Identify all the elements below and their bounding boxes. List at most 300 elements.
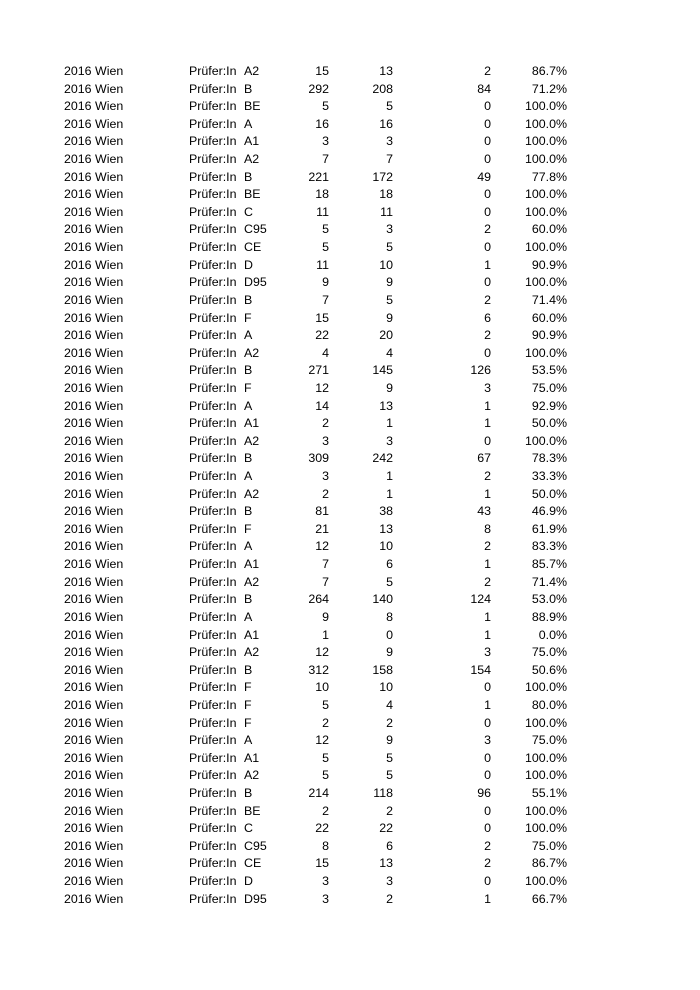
cell-pass-rate: 46.9% xyxy=(531,504,567,519)
cell-role: Prüfer:In xyxy=(189,645,237,660)
cell-license-class: CE xyxy=(244,240,262,255)
table-row xyxy=(0,503,700,521)
cell-passed: 5 xyxy=(386,99,393,114)
cell-role: Prüfer:In xyxy=(189,504,237,519)
cell-license-class: D xyxy=(244,257,253,272)
cell-year: 2016 Wien xyxy=(64,627,124,642)
cell-failed: 43 xyxy=(477,504,491,519)
cell-total: 5 xyxy=(322,697,329,712)
cell-passed: 4 xyxy=(386,345,393,360)
cell-passed: 2 xyxy=(386,891,393,906)
cell-role: Prüfer:In xyxy=(189,64,237,78)
table-row xyxy=(0,433,700,451)
cell-role: Prüfer:In xyxy=(189,187,237,202)
cell-passed: 9 xyxy=(386,645,393,660)
cell-passed: 2 xyxy=(386,803,393,818)
cell-total: 3 xyxy=(322,433,329,448)
table-row xyxy=(0,785,700,803)
cell-year: 2016 Wien xyxy=(64,733,124,748)
cell-role: Prüfer:In xyxy=(189,486,237,501)
cell-license-class: A2 xyxy=(244,433,260,448)
cell-failed: 1 xyxy=(484,416,491,431)
cell-failed: 154 xyxy=(470,662,491,677)
cell-year: 2016 Wien xyxy=(64,451,124,466)
cell-failed: 3 xyxy=(484,645,491,660)
cell-failed: 0 xyxy=(484,768,491,783)
cell-year: 2016 Wien xyxy=(64,275,124,290)
table-row xyxy=(0,345,700,363)
cell-total: 22 xyxy=(315,328,329,343)
cell-year: 2016 Wien xyxy=(64,768,124,783)
cell-license-class: A xyxy=(244,116,253,131)
table-row xyxy=(0,362,700,380)
cell-license-class: A1 xyxy=(244,627,260,642)
cell-year: 2016 Wien xyxy=(64,416,124,431)
cell-passed: 3 xyxy=(386,874,393,889)
cell-pass-rate: 71.2% xyxy=(531,81,567,96)
table-row xyxy=(0,310,700,328)
cell-total: 8 xyxy=(322,838,329,853)
cell-license-class: B xyxy=(244,81,253,96)
cell-pass-rate: 75.0% xyxy=(531,838,567,853)
cell-role: Prüfer:In xyxy=(189,345,237,360)
cell-failed: 2 xyxy=(484,469,491,484)
cell-pass-rate: 100.0% xyxy=(524,187,567,202)
table-row xyxy=(0,873,700,891)
cell-year: 2016 Wien xyxy=(64,310,124,325)
cell-year: 2016 Wien xyxy=(64,64,124,78)
cell-passed: 2 xyxy=(386,715,393,730)
cell-year: 2016 Wien xyxy=(64,750,124,765)
cell-year: 2016 Wien xyxy=(64,557,124,572)
cell-passed: 4 xyxy=(386,697,393,712)
cell-year: 2016 Wien xyxy=(64,152,124,167)
table-row xyxy=(0,398,700,416)
cell-pass-rate: 100.0% xyxy=(524,345,567,360)
cell-passed: 118 xyxy=(373,785,393,800)
cell-passed: 3 xyxy=(386,222,393,237)
cell-pass-rate: 75.0% xyxy=(531,380,567,395)
cell-license-class: C xyxy=(244,204,253,219)
cell-year: 2016 Wien xyxy=(64,469,124,484)
cell-role: Prüfer:In xyxy=(189,539,237,554)
cell-total: 5 xyxy=(322,750,329,765)
cell-total: 15 xyxy=(315,310,329,325)
cell-passed: 5 xyxy=(386,574,393,589)
cell-role: Prüfer:In xyxy=(189,416,237,431)
table-row xyxy=(0,169,700,187)
cell-license-class: D95 xyxy=(244,275,267,290)
cell-license-class: D95 xyxy=(244,891,267,906)
cell-passed: 8 xyxy=(386,609,393,624)
cell-failed: 1 xyxy=(484,557,491,572)
cell-total: 14 xyxy=(315,398,329,413)
table-row xyxy=(0,221,700,239)
table-row xyxy=(0,715,700,733)
cell-year: 2016 Wien xyxy=(64,592,124,607)
cell-passed: 172 xyxy=(372,169,393,184)
cell-passed: 145 xyxy=(372,363,393,378)
table-row xyxy=(0,415,700,433)
cell-failed: 0 xyxy=(484,187,491,202)
cell-failed: 1 xyxy=(484,398,491,413)
cell-failed: 0 xyxy=(484,715,491,730)
cell-total: 9 xyxy=(322,275,329,290)
cell-pass-rate: 92.9% xyxy=(531,398,567,413)
cell-role: Prüfer:In xyxy=(189,81,237,96)
cell-failed: 2 xyxy=(484,539,491,554)
cell-role: Prüfer:In xyxy=(189,715,237,730)
table-row xyxy=(0,133,700,151)
cell-license-class: B xyxy=(244,504,253,519)
cell-total: 5 xyxy=(322,768,329,783)
table-row xyxy=(0,81,700,99)
cell-passed: 140 xyxy=(372,592,393,607)
cell-passed: 208 xyxy=(372,81,393,96)
cell-total: 3 xyxy=(322,134,329,149)
cell-failed: 1 xyxy=(484,891,491,906)
table-row xyxy=(0,327,700,345)
table-row xyxy=(0,591,700,609)
cell-failed: 0 xyxy=(484,116,491,131)
cell-pass-rate: 50.0% xyxy=(531,416,567,431)
cell-total: 309 xyxy=(308,451,329,466)
cell-failed: 0 xyxy=(484,134,491,149)
cell-role: Prüfer:In xyxy=(189,240,237,255)
cell-total: 15 xyxy=(315,64,329,78)
cell-total: 3 xyxy=(322,469,329,484)
cell-total: 22 xyxy=(315,821,329,836)
cell-failed: 126 xyxy=(470,363,491,378)
cell-license-class: A2 xyxy=(244,345,260,360)
cell-role: Prüfer:In xyxy=(189,821,237,836)
table-row xyxy=(0,803,700,821)
cell-year: 2016 Wien xyxy=(64,662,124,677)
cell-failed: 0 xyxy=(484,874,491,889)
cell-passed: 5 xyxy=(386,750,393,765)
table-row xyxy=(0,891,700,909)
cell-failed: 0 xyxy=(484,240,491,255)
cell-license-class: A2 xyxy=(244,486,260,501)
cell-total: 16 xyxy=(315,116,329,131)
cell-failed: 3 xyxy=(484,733,491,748)
cell-role: Prüfer:In xyxy=(189,99,237,114)
cell-failed: 0 xyxy=(484,345,491,360)
cell-passed: 1 xyxy=(386,469,393,484)
cell-total: 221 xyxy=(308,169,329,184)
table-row xyxy=(0,767,700,785)
cell-license-class: CE xyxy=(244,856,262,871)
cell-role: Prüfer:In xyxy=(189,204,237,219)
cell-role: Prüfer:In xyxy=(189,134,237,149)
cell-passed: 20 xyxy=(379,328,393,343)
cell-pass-rate: 80.0% xyxy=(531,697,567,712)
cell-year: 2016 Wien xyxy=(64,81,124,96)
cell-role: Prüfer:In xyxy=(189,310,237,325)
table-row xyxy=(0,609,700,627)
cell-failed: 3 xyxy=(484,380,491,395)
cell-passed: 10 xyxy=(379,539,393,554)
cell-passed: 13 xyxy=(379,856,393,871)
cell-pass-rate: 90.9% xyxy=(531,257,567,272)
cell-role: Prüfer:In xyxy=(189,275,237,290)
table-row xyxy=(0,662,700,680)
cell-passed: 11 xyxy=(380,204,393,219)
table-row xyxy=(0,292,700,310)
cell-total: 7 xyxy=(322,152,329,167)
cell-role: Prüfer:In xyxy=(189,363,237,378)
cell-failed: 0 xyxy=(484,680,491,695)
cell-role: Prüfer:In xyxy=(189,891,237,906)
cell-total: 7 xyxy=(322,292,329,307)
cell-pass-rate: 86.7% xyxy=(531,856,567,871)
cell-license-class: D xyxy=(244,874,253,889)
cell-passed: 9 xyxy=(386,275,393,290)
cell-passed: 22 xyxy=(379,821,393,836)
cell-role: Prüfer:In xyxy=(189,328,237,343)
table-row xyxy=(0,855,700,873)
cell-passed: 16 xyxy=(379,116,393,131)
cell-year: 2016 Wien xyxy=(64,380,124,395)
cell-pass-rate: 53.0% xyxy=(531,592,567,607)
cell-failed: 8 xyxy=(484,521,491,536)
cell-total: 21 xyxy=(315,521,329,536)
cell-license-class: A1 xyxy=(244,557,260,572)
table-row xyxy=(0,521,700,539)
cell-role: Prüfer:In xyxy=(189,257,237,272)
cell-failed: 0 xyxy=(484,152,491,167)
cell-total: 7 xyxy=(322,557,329,572)
table-row xyxy=(0,538,700,556)
cell-license-class: F xyxy=(244,715,252,730)
cell-total: 312 xyxy=(308,662,329,677)
cell-pass-rate: 100.0% xyxy=(524,152,567,167)
cell-passed: 242 xyxy=(372,451,393,466)
cell-failed: 0 xyxy=(484,750,491,765)
cell-pass-rate: 100.0% xyxy=(524,99,567,114)
cell-year: 2016 Wien xyxy=(64,204,124,219)
cell-total: 1 xyxy=(322,627,329,642)
cell-pass-rate: 100.0% xyxy=(524,821,567,836)
cell-pass-rate: 66.7% xyxy=(531,891,567,906)
cell-failed: 1 xyxy=(484,609,491,624)
cell-role: Prüfer:In xyxy=(189,169,237,184)
cell-passed: 6 xyxy=(386,557,393,572)
cell-pass-rate: 75.0% xyxy=(531,733,567,748)
cell-year: 2016 Wien xyxy=(64,99,124,114)
cell-total: 7 xyxy=(322,574,329,589)
cell-passed: 5 xyxy=(386,768,393,783)
cell-year: 2016 Wien xyxy=(64,874,124,889)
cell-license-class: A xyxy=(244,398,253,413)
cell-pass-rate: 86.7% xyxy=(531,64,567,78)
cell-year: 2016 Wien xyxy=(64,645,124,660)
cell-pass-rate: 100.0% xyxy=(524,134,567,149)
cell-license-class: BE xyxy=(244,803,261,818)
cell-total: 271 xyxy=(308,363,329,378)
cell-failed: 0 xyxy=(484,433,491,448)
cell-year: 2016 Wien xyxy=(64,433,124,448)
cell-year: 2016 Wien xyxy=(64,574,124,589)
cell-role: Prüfer:In xyxy=(189,592,237,607)
cell-failed: 1 xyxy=(484,627,491,642)
cell-year: 2016 Wien xyxy=(64,187,124,202)
cell-passed: 38 xyxy=(379,504,393,519)
cell-license-class: A2 xyxy=(244,645,260,660)
cell-license-class: B xyxy=(244,363,253,378)
cell-role: Prüfer:In xyxy=(189,803,237,818)
cell-license-class: A2 xyxy=(244,574,260,589)
table-row xyxy=(0,838,700,856)
table-row xyxy=(0,450,700,468)
cell-failed: 0 xyxy=(484,204,491,219)
cell-pass-rate: 100.0% xyxy=(524,803,567,818)
cell-failed: 67 xyxy=(477,451,491,466)
cell-total: 5 xyxy=(322,99,329,114)
cell-pass-rate: 100.0% xyxy=(524,204,567,219)
cell-failed: 1 xyxy=(484,257,491,272)
table-row xyxy=(0,204,700,222)
cell-year: 2016 Wien xyxy=(64,292,124,307)
table-row xyxy=(0,486,700,504)
cell-license-class: A xyxy=(244,733,253,748)
cell-pass-rate: 90.9% xyxy=(531,328,567,343)
cell-passed: 13 xyxy=(379,521,393,536)
cell-license-class: B xyxy=(244,451,253,466)
table-row xyxy=(0,750,700,768)
cell-pass-rate: 0.0% xyxy=(538,627,567,642)
cell-pass-rate: 100.0% xyxy=(524,874,567,889)
table-row xyxy=(0,274,700,292)
cell-failed: 49 xyxy=(477,169,491,184)
cell-failed: 2 xyxy=(484,292,491,307)
cell-passed: 5 xyxy=(386,292,393,307)
cell-total: 3 xyxy=(322,891,329,906)
cell-pass-rate: 100.0% xyxy=(524,240,567,255)
cell-pass-rate: 85.7% xyxy=(531,557,567,572)
cell-license-class: F xyxy=(244,697,252,712)
cell-year: 2016 Wien xyxy=(64,715,124,730)
table-row xyxy=(0,574,700,592)
cell-role: Prüfer:In xyxy=(189,222,237,237)
cell-year: 2016 Wien xyxy=(64,838,124,853)
cell-total: 3 xyxy=(322,874,329,889)
cell-year: 2016 Wien xyxy=(64,134,124,149)
spreadsheet-table xyxy=(0,63,700,908)
cell-failed: 1 xyxy=(484,697,491,712)
table-row xyxy=(0,380,700,398)
cell-role: Prüfer:In xyxy=(189,380,237,395)
table-row xyxy=(0,63,700,81)
table-row xyxy=(0,627,700,645)
cell-pass-rate: 100.0% xyxy=(524,116,567,131)
table-row xyxy=(0,257,700,275)
cell-year: 2016 Wien xyxy=(64,504,124,519)
cell-year: 2016 Wien xyxy=(64,363,124,378)
cell-passed: 3 xyxy=(386,433,393,448)
cell-total: 214 xyxy=(308,785,329,800)
cell-license-class: C xyxy=(244,821,253,836)
cell-pass-rate: 100.0% xyxy=(524,715,567,730)
cell-passed: 6 xyxy=(386,838,393,853)
cell-license-class: A2 xyxy=(244,152,260,167)
table-row xyxy=(0,98,700,116)
cell-pass-rate: 83.3% xyxy=(531,539,567,554)
cell-failed: 0 xyxy=(484,275,491,290)
cell-pass-rate: 77.8% xyxy=(531,169,567,184)
cell-license-class: B xyxy=(244,292,253,307)
cell-license-class: F xyxy=(244,521,252,536)
cell-year: 2016 Wien xyxy=(64,803,124,818)
cell-license-class: B xyxy=(244,169,253,184)
cell-failed: 2 xyxy=(484,838,491,853)
cell-total: 2 xyxy=(322,416,329,431)
cell-role: Prüfer:In xyxy=(189,768,237,783)
cell-failed: 96 xyxy=(477,785,491,800)
cell-license-class: A1 xyxy=(244,750,260,765)
cell-total: 292 xyxy=(308,81,329,96)
cell-role: Prüfer:In xyxy=(189,750,237,765)
cell-total: 12 xyxy=(315,645,329,660)
cell-passed: 13 xyxy=(379,64,393,78)
cell-pass-rate: 50.6% xyxy=(531,662,567,677)
cell-passed: 9 xyxy=(386,310,393,325)
cell-total: 12 xyxy=(315,380,329,395)
cell-pass-rate: 53.5% xyxy=(531,363,567,378)
cell-total: 2 xyxy=(322,486,329,501)
table-row xyxy=(0,732,700,750)
cell-total: 12 xyxy=(315,733,329,748)
cell-role: Prüfer:In xyxy=(189,733,237,748)
cell-pass-rate: 61.9% xyxy=(531,521,567,536)
cell-license-class: A2 xyxy=(244,64,260,78)
cell-role: Prüfer:In xyxy=(189,469,237,484)
cell-license-class: A2 xyxy=(244,768,260,783)
cell-failed: 2 xyxy=(484,574,491,589)
cell-failed: 124 xyxy=(470,592,491,607)
table-row xyxy=(0,697,700,715)
cell-role: Prüfer:In xyxy=(189,574,237,589)
cell-total: 2 xyxy=(322,715,329,730)
cell-year: 2016 Wien xyxy=(64,240,124,255)
cell-role: Prüfer:In xyxy=(189,433,237,448)
table-row xyxy=(0,239,700,257)
cell-passed: 1 xyxy=(386,416,393,431)
cell-role: Prüfer:In xyxy=(189,856,237,871)
cell-year: 2016 Wien xyxy=(64,169,124,184)
cell-total: 10 xyxy=(315,680,329,695)
cell-failed: 2 xyxy=(484,328,491,343)
cell-pass-rate: 55.1% xyxy=(531,785,567,800)
cell-pass-rate: 100.0% xyxy=(524,768,567,783)
cell-year: 2016 Wien xyxy=(64,785,124,800)
cell-license-class: F xyxy=(244,380,252,395)
cell-total: 264 xyxy=(308,592,329,607)
cell-total: 4 xyxy=(322,345,329,360)
cell-pass-rate: 100.0% xyxy=(524,750,567,765)
cell-total: 9 xyxy=(322,609,329,624)
cell-pass-rate: 88.9% xyxy=(531,609,567,624)
cell-passed: 3 xyxy=(386,134,393,149)
cell-license-class: C95 xyxy=(244,222,267,237)
cell-year: 2016 Wien xyxy=(64,856,124,871)
cell-role: Prüfer:In xyxy=(189,609,237,624)
cell-passed: 1 xyxy=(386,486,393,501)
cell-total: 11 xyxy=(316,204,329,219)
cell-passed: 7 xyxy=(386,152,393,167)
cell-failed: 2 xyxy=(484,222,491,237)
cell-role: Prüfer:In xyxy=(189,838,237,853)
